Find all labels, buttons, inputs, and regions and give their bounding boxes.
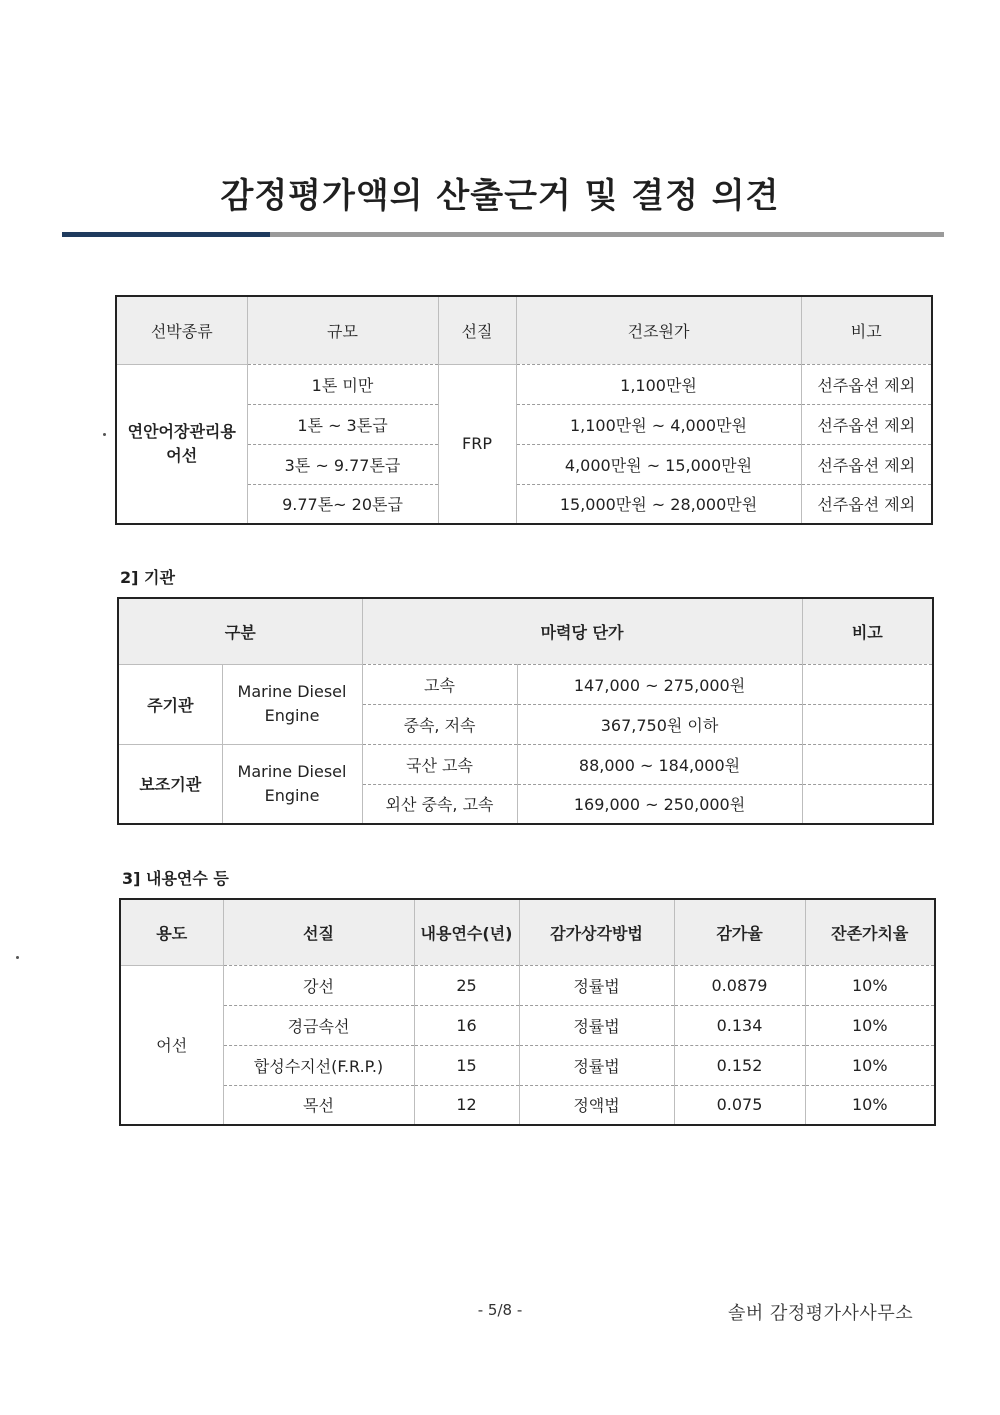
size-cell: 9.77톤~ 20톤급 — [247, 484, 438, 524]
table-row — [116, 364, 932, 404]
note-cell: 선주옵션 제외 — [801, 484, 932, 524]
engine-section-label: 2] 기관 — [120, 568, 175, 587]
engine-note — [802, 784, 933, 824]
header-material: 선질 — [223, 899, 414, 965]
header-category: 구분 — [118, 598, 362, 664]
size-cell: 3톤 ~ 9.77톤급 — [247, 444, 438, 484]
residual-cell: 10% — [805, 1005, 935, 1045]
table-row — [120, 1085, 935, 1125]
engine-speed-type: 고속 — [362, 664, 517, 704]
note-cell: 선주옵션 제외 — [801, 404, 932, 444]
rate-cell: 0.152 — [674, 1045, 805, 1085]
material-cell: 강선 — [223, 965, 414, 1005]
years-cell: 12 — [414, 1085, 519, 1125]
office-name: 솔버 감정평가사사무소 — [728, 1303, 914, 1324]
header-depreciation-rate: 감가율 — [674, 899, 805, 965]
table-row — [120, 1045, 935, 1085]
engine-speed-type: 국산 고속 — [362, 744, 517, 784]
engine-speed-type: 중속, 저속 — [362, 704, 517, 744]
table-row — [120, 1005, 935, 1045]
vessel-cost-table — [115, 295, 933, 525]
header-note: 비고 — [801, 296, 932, 364]
engine-note — [802, 664, 933, 704]
header-construction-cost: 건조원가 — [516, 296, 801, 364]
years-cell: 15 — [414, 1045, 519, 1085]
engine-speed-type: 외산 중속, 고속 — [362, 784, 517, 824]
engine-note — [802, 744, 933, 784]
material-cell: 목선 — [223, 1085, 414, 1125]
rate-cell: 0.0879 — [674, 965, 805, 1005]
header-depreciation-method: 감가상각방법 — [519, 899, 674, 965]
header-note: 비고 — [802, 598, 933, 664]
rate-cell: 0.134 — [674, 1005, 805, 1045]
header-useful-life: 내용연수(년) — [414, 899, 519, 965]
years-cell: 16 — [414, 1005, 519, 1045]
engine-price-table — [117, 597, 934, 825]
table-header-row — [116, 296, 932, 364]
table-header-row — [120, 899, 935, 965]
header-residual-value: 잔존가치율 — [805, 899, 935, 965]
header-usage: 용도 — [120, 899, 223, 965]
rate-cell: 0.075 — [674, 1085, 805, 1125]
cost-cell: 4,000만원 ~ 15,000만원 — [516, 444, 801, 484]
cost-cell: 1,100만원 ~ 4,000만원 — [516, 404, 801, 444]
cost-cell: 1,100만원 — [516, 364, 801, 404]
table-row — [120, 965, 935, 1005]
cost-cell: 15,000만원 ~ 28,000만원 — [516, 484, 801, 524]
engine-kind: Marine Diesel Engine — [222, 744, 362, 824]
material-cell: 합성수지선(F.R.P.) — [223, 1045, 414, 1085]
engine-price: 147,000 ~ 275,000원 — [517, 664, 802, 704]
header-vessel-type: 선박종류 — [116, 296, 247, 364]
page-number: - 5/8 - — [477, 1301, 523, 1319]
note-cell: 선주옵션 제외 — [801, 364, 932, 404]
note-cell: 선주옵션 제외 — [801, 444, 932, 484]
method-cell: 정률법 — [519, 1045, 674, 1085]
table-row — [118, 664, 933, 704]
method-cell: 정률법 — [519, 1005, 674, 1045]
engine-kind: Marine Diesel Engine — [222, 664, 362, 744]
engine-group-name: 보조기관 — [118, 744, 222, 824]
years-cell: 25 — [414, 965, 519, 1005]
method-cell: 정률법 — [519, 965, 674, 1005]
residual-cell: 10% — [805, 1045, 935, 1085]
useful-life-table — [119, 898, 936, 1126]
material-cell: 경금속선 — [223, 1005, 414, 1045]
size-cell: 1톤 미만 — [247, 364, 438, 404]
scan-speck — [103, 433, 106, 436]
engine-price: 367,750원 이하 — [517, 704, 802, 744]
method-cell: 정액법 — [519, 1085, 674, 1125]
durability-section-label: 3] 내용연수 등 — [122, 869, 229, 888]
hull-material-cell: FRP — [438, 364, 516, 524]
header-unit-price: 마력당 단가 — [362, 598, 802, 664]
engine-price: 88,000 ~ 184,000원 — [517, 744, 802, 784]
header-hull-material: 선질 — [438, 296, 516, 364]
table-row — [118, 744, 933, 784]
header-size: 규모 — [247, 296, 438, 364]
page-title: 감정평가액의 산출근거 및 결정 의견 — [220, 176, 780, 216]
scan-speck — [16, 956, 19, 959]
residual-cell: 10% — [805, 965, 935, 1005]
vessel-type-cell: 연안어장관리용 어선 — [116, 364, 247, 524]
usage-cell: 어선 — [120, 965, 223, 1125]
engine-group-name: 주기관 — [118, 664, 222, 744]
engine-price: 169,000 ~ 250,000원 — [517, 784, 802, 824]
engine-note — [802, 704, 933, 744]
table-header-row — [118, 598, 933, 664]
size-cell: 1톤 ~ 3톤급 — [247, 404, 438, 444]
residual-cell: 10% — [805, 1085, 935, 1125]
title-divider — [62, 232, 944, 237]
